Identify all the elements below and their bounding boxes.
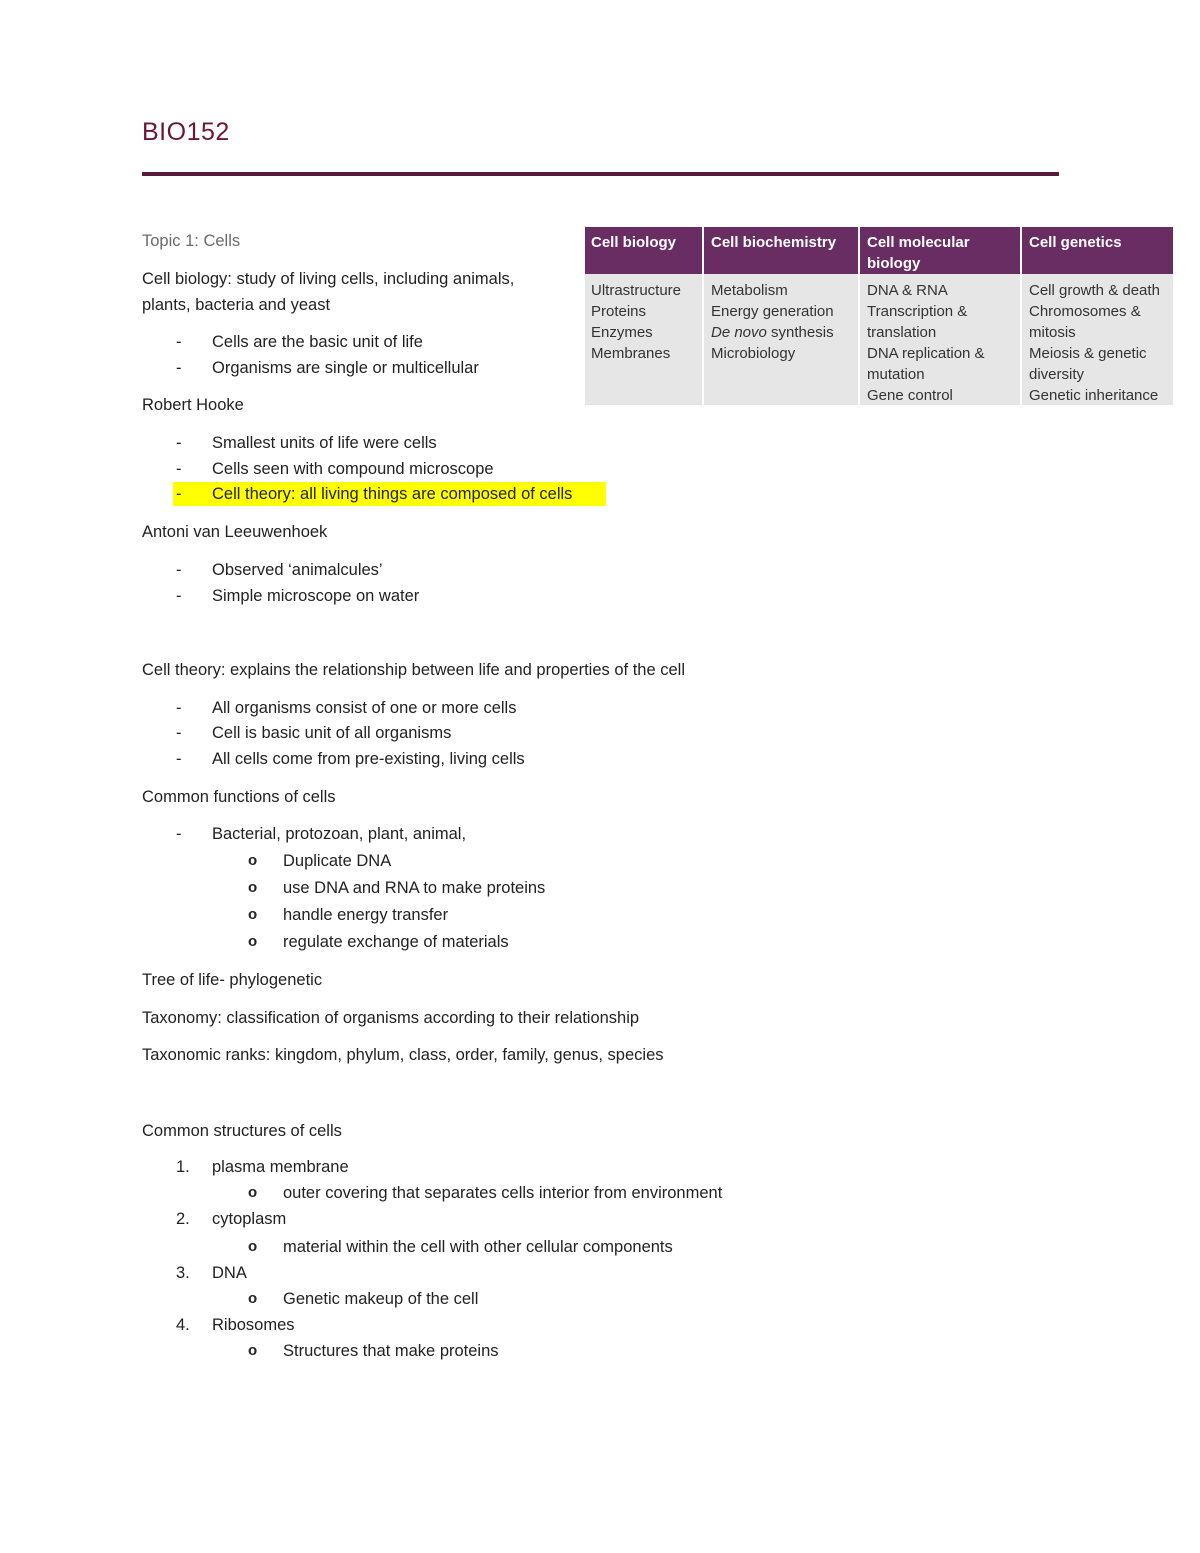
structure-name: Ribosomes: [212, 1316, 295, 1334]
structure-description: Genetic makeup of the cell: [283, 1290, 479, 1308]
sub-list-item: Duplicate DNA: [283, 852, 392, 870]
dash-bullet: -: [176, 724, 182, 742]
dash-bullet: -: [176, 333, 182, 351]
table-header-cell-molecular-biology: [867, 232, 970, 274]
column-divider: [1020, 227, 1022, 405]
list-item: Cell is basic unit of all organisms: [212, 724, 452, 742]
list-item: Organisms are single or multicellular: [212, 359, 479, 377]
table-cell: Membranes: [591, 345, 671, 362]
table-header-cell-biology: Cell biology: [591, 234, 677, 251]
structure-name: cytoplasm: [212, 1210, 287, 1228]
table-cell: Gene control: [867, 387, 953, 404]
italic-prefix: De novo: [711, 324, 767, 341]
dash-bullet: -: [176, 561, 182, 579]
list-number: 4.: [176, 1316, 190, 1334]
topic-areas-table: [585, 227, 1173, 405]
sub-bullet: o: [248, 1342, 258, 1359]
leeuwenhoek-heading: Antoni van Leeuwenhoek: [142, 523, 328, 541]
list-item: Bacterial, protozoan, plant, animal,: [212, 825, 467, 843]
highlighted-list-item: Cell theory: all living things are composed of cells: [212, 485, 573, 503]
document-title: BIO152: [142, 118, 230, 146]
table-cell: Metabolism: [711, 282, 788, 299]
functions-heading: Common functions of cells: [142, 788, 336, 806]
list-item: All cells come from pre-existing, living cells: [212, 750, 525, 768]
table-cell: Meiosis & genetic: [1029, 345, 1147, 362]
tree-of-life-line: Tree of life- phylogenetic: [142, 971, 323, 989]
sub-bullet: o: [248, 1184, 258, 1201]
sub-bullet: o: [248, 906, 258, 923]
table-cell: Enzymes: [591, 324, 653, 341]
structure-description: outer covering that separates cells interior from environment: [283, 1184, 723, 1202]
sub-list-item: regulate exchange of materials: [283, 933, 509, 951]
table-cell: DNA & RNA: [867, 282, 948, 299]
sub-bullet: o: [248, 1238, 258, 1255]
list-number: 1.: [176, 1158, 190, 1176]
structure-name: plasma membrane: [212, 1158, 349, 1176]
sub-list-item: use DNA and RNA to make proteins: [283, 879, 546, 897]
topic-heading: Topic 1: Cells: [142, 232, 241, 250]
cell-biology-definition-cont: plants, bacteria and yeast: [142, 296, 331, 314]
list-number: 3.: [176, 1264, 190, 1282]
sub-bullet: o: [248, 852, 258, 869]
table-cell: Genetic inheritance: [1029, 387, 1159, 404]
table-cell: mutation: [867, 366, 925, 383]
table-cell: Ultrastructure: [591, 282, 682, 299]
list-item: Observed ‘animalcules’: [212, 561, 383, 579]
table-cell: Transcription &: [867, 303, 968, 320]
title-divider: [142, 172, 1059, 176]
table-cell: Chromosomes &: [1029, 303, 1141, 320]
structure-description: Structures that make proteins: [283, 1342, 499, 1360]
table-cell: diversity: [1029, 366, 1085, 383]
dash-bullet: -: [176, 460, 182, 478]
sub-bullet: o: [248, 879, 258, 896]
list-item: Cells seen with compound microscope: [212, 460, 494, 478]
cell-theory-heading: Cell theory: explains the relationship between life and properties of the cell: [142, 661, 685, 679]
hooke-heading: Robert Hooke: [142, 396, 244, 414]
list-number: 2.: [176, 1210, 190, 1228]
table-cell: mitosis: [1029, 324, 1076, 341]
table-cell: Cell growth & death: [1029, 282, 1160, 299]
list-item: Smallest units of life were cells: [212, 434, 437, 452]
list-item: All organisms consist of one or more cells: [212, 699, 517, 717]
list-item: Cells are the basic unit of life: [212, 333, 423, 351]
list-item: Simple microscope on water: [212, 587, 420, 605]
dash-bullet: -: [176, 434, 182, 452]
column-divider: [858, 227, 860, 405]
dash-bullet: -: [176, 750, 182, 768]
table-header-cell-biochemistry: Cell biochemistry: [711, 234, 837, 251]
cell-text: synthesis: [771, 324, 834, 341]
table-header-cell-genetics: Cell genetics: [1029, 234, 1122, 251]
table-cell: translation: [867, 324, 937, 341]
dash-bullet: -: [176, 825, 182, 843]
header-line: Cell molecular: [867, 234, 970, 251]
dash-bullet: -: [176, 359, 182, 377]
sub-bullet: o: [248, 933, 258, 950]
header-line: biology: [867, 255, 921, 272]
structure-name: DNA: [212, 1264, 247, 1282]
taxonomy-line: Taxonomy: classification of organisms according to their relationship: [142, 1009, 640, 1027]
table-cell: Proteins: [591, 303, 647, 320]
dash-bullet: -: [176, 699, 182, 717]
cell-biology-definition: Cell biology: study of living cells, including animals,: [142, 270, 515, 288]
sub-bullet: o: [248, 1290, 258, 1307]
table-cell: DNA replication &: [867, 345, 985, 362]
structures-heading: Common structures of cells: [142, 1122, 342, 1140]
table-cell: [711, 322, 834, 343]
sub-list-item: handle energy transfer: [283, 906, 449, 924]
taxonomic-ranks-line: Taxonomic ranks: kingdom, phylum, class, order, family, genus, species: [142, 1046, 664, 1064]
column-divider: [702, 227, 704, 405]
structure-description: material within the cell with other cellular components: [283, 1238, 673, 1256]
table-cell: Energy generation: [711, 303, 834, 320]
table-cell: Microbiology: [711, 345, 796, 362]
dash-bullet: -: [176, 587, 182, 605]
dash-bullet: -: [176, 485, 182, 503]
